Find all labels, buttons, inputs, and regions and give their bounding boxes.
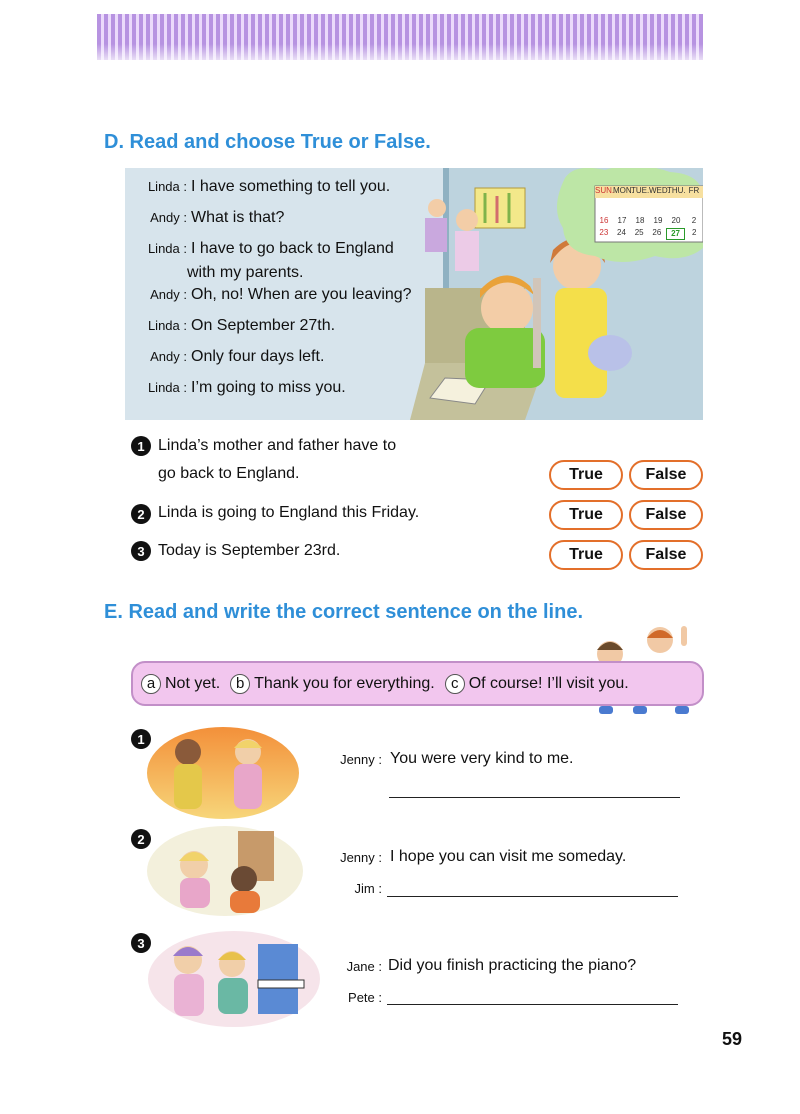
item-2-speaker: Jenny :	[340, 850, 382, 865]
item-2-illustration	[146, 825, 304, 917]
speaker-label: Linda :	[147, 380, 187, 395]
item-3-answer-field[interactable]	[387, 982, 678, 1005]
speaker-label: Andy :	[150, 349, 187, 364]
calendar-day-tue: TUE.	[631, 186, 650, 195]
dialogue-line	[125, 348, 412, 379]
speech-text: I have to go back to England	[191, 240, 394, 257]
speaker-label: Andy :	[150, 210, 187, 225]
item-3-illustration	[146, 930, 326, 1028]
q1-false-button[interactable]: False	[629, 460, 703, 490]
dialogue-line	[125, 317, 412, 348]
calendar-date: 24	[617, 228, 626, 237]
item-number-2: 2	[131, 829, 151, 849]
item-1-speaker: Jenny :	[340, 752, 382, 767]
item-2-text: I hope you can visit me someday.	[390, 848, 627, 865]
calendar-day-fri: FR	[688, 186, 700, 195]
option-c-text: Of course! I’ll visit you.	[468, 674, 629, 692]
speaker-label: Linda :	[147, 241, 187, 256]
option-letter-a: a	[141, 674, 161, 694]
item-2-answer-field[interactable]	[387, 874, 678, 897]
speech-text: I have something to tell you.	[191, 178, 391, 195]
dialogue-line	[125, 286, 412, 317]
dialogue-line	[125, 209, 412, 240]
question-1-text: Linda’s mother and father have to	[158, 437, 397, 454]
item-1-illustration	[146, 726, 301, 820]
item-number-1: 1	[131, 729, 151, 749]
wall-calendar	[595, 186, 703, 242]
q2-false-button[interactable]: False	[629, 500, 703, 530]
answer-options-bar	[131, 661, 704, 706]
calendar-date: 2	[691, 228, 697, 237]
header-decoration-band	[97, 14, 703, 60]
item-2-reply-speaker: Jim :	[354, 881, 382, 896]
page-number: 59	[722, 1029, 743, 1049]
dialogue-lines	[125, 178, 412, 410]
speaker-label: Linda :	[147, 179, 187, 194]
dialogue-illustration	[125, 168, 703, 420]
speech-text: with my parents.	[187, 264, 304, 281]
speech-text: Only four days left.	[191, 348, 325, 365]
calendar-date: 16	[599, 216, 609, 225]
calendar-day-wed: WED.	[649, 186, 670, 195]
calendar-date-highlight: 27	[666, 228, 686, 240]
calendar-day-thu: THU.	[667, 186, 686, 195]
question-3-text: Today is September 23rd.	[158, 542, 341, 559]
item-3-speaker: Jane :	[346, 959, 382, 974]
speaker-label: Linda :	[147, 318, 187, 333]
question-number-2: 2	[131, 504, 151, 524]
dialogue-line	[125, 379, 412, 410]
calendar-date: 19	[653, 216, 663, 225]
calendar-date: 18	[635, 216, 645, 225]
item-number-3: 3	[131, 933, 151, 953]
speech-text: What is that?	[191, 209, 285, 226]
speaker-label: Andy :	[150, 287, 187, 302]
q3-true-button[interactable]: True	[549, 540, 623, 570]
option-letter-b: b	[230, 674, 250, 694]
item-3-reply-speaker: Pete :	[348, 990, 382, 1005]
speech-text: I’m going to miss you.	[191, 379, 346, 396]
q1-true-button[interactable]: True	[549, 460, 623, 490]
option-b	[230, 674, 435, 694]
option-b-text: Thank you for everything.	[254, 674, 435, 692]
q2-true-button[interactable]: True	[549, 500, 623, 530]
option-a	[141, 674, 220, 694]
option-letter-c: c	[445, 674, 465, 694]
question-number-1: 1	[131, 436, 151, 456]
option-c	[445, 674, 629, 694]
option-a-text: Not yet.	[165, 674, 221, 692]
calendar-date: 17	[617, 216, 627, 225]
question-1-text-line2: go back to England.	[158, 465, 300, 482]
q3-false-button[interactable]: False	[629, 540, 703, 570]
calendar-date: 25	[634, 228, 644, 237]
item-1-text: You were very kind to me.	[390, 750, 574, 767]
calendar-date: 23	[599, 228, 609, 237]
dialogue-line	[125, 178, 412, 209]
calendar-day-sun: SUN.	[595, 186, 615, 195]
calendar-date: 26	[652, 228, 662, 237]
speech-text: On September 27th.	[191, 317, 336, 334]
calendar-day-mon: MON.	[613, 186, 634, 195]
calendar-date: 2	[691, 216, 697, 225]
section-d-title: D. Read and choose True or False.	[104, 131, 431, 153]
calendar-date: 20	[671, 216, 681, 225]
section-e-title: E. Read and write the correct sentence on the line.	[104, 601, 584, 623]
dialogue-line-continued	[125, 264, 412, 286]
item-3-text: Did you finish practicing the piano?	[388, 957, 637, 974]
question-2-text: Linda is going to England this Friday.	[158, 504, 420, 521]
question-number-3: 3	[131, 541, 151, 561]
item-1-answer-field[interactable]	[389, 775, 680, 798]
speech-text: Oh, no! When are you leaving?	[191, 286, 412, 303]
